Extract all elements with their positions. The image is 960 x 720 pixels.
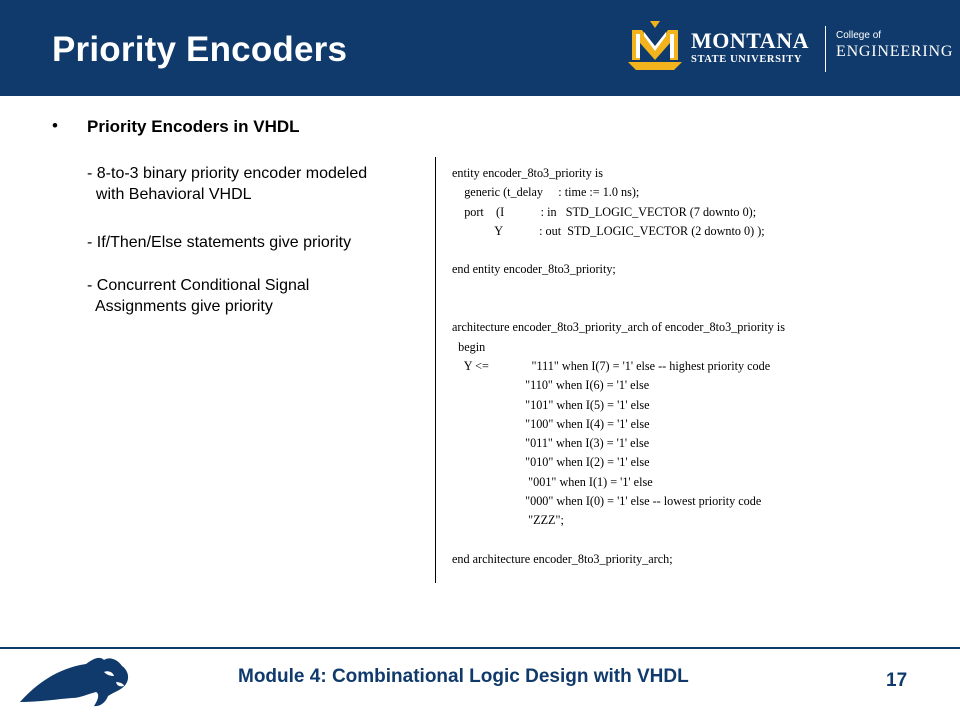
sub-item-if-then-else: - If/Then/Else statements give priority bbox=[87, 234, 352, 251]
logo-university-sub: STATE UNIVERSITY bbox=[691, 54, 803, 65]
logo-university-name: MONTANA bbox=[691, 28, 809, 53]
sub-item-conditional: - Concurrent Conditional Signal Assignments give priority bbox=[87, 277, 310, 315]
page-number: 17 bbox=[886, 670, 908, 691]
slide-title: Priority Encoders bbox=[52, 30, 348, 69]
bullet-heading: Priority Encoders in VHDL bbox=[87, 117, 300, 136]
bullet-marker: • bbox=[52, 116, 58, 135]
logo-college-label: College of bbox=[836, 30, 882, 41]
sub-item-behavioral: - 8-to-3 binary priority encoder modeled with Behavioral VHDL bbox=[87, 165, 368, 203]
column-divider bbox=[435, 157, 436, 583]
footer-module-title: Module 4: Combinational Logic Design with VHDL bbox=[238, 666, 689, 687]
vhdl-code-block: entity encoder_8to3_priority is generic (t_delay : time := 1.0 ns); port (I : in STD_LOGIC_VECTOR (7 downto 0); Y : out STD_LOGIC_VECTOR (2 downto 0) ); end entity encoder_8to3_priority; architecture encoder_8to3_priority_arch of encoder_8to3_priority is begin Y <= "111" when I(7) = '1' else -- highest priority code "110" when I(6) = '1' else "101" when I(5) = '1' else "100" when I(4) = '1' else "011" when I(3) = '1' else "010" when I(2) = '1' else "001" when I(1) = '1' else "000" when I(0) = '1' else -- lowest priority code "ZZZ"; end architecture encoder_8to3_priority_arch; bbox=[452, 166, 786, 566]
logo-divider bbox=[825, 26, 826, 72]
msu-m-icon bbox=[624, 18, 686, 76]
university-logo bbox=[624, 18, 954, 78]
logo-college-name: ENGINEERING bbox=[836, 43, 954, 60]
footer-rule bbox=[0, 647, 960, 649]
bobcat-icon bbox=[18, 652, 133, 710]
header-bar bbox=[0, 0, 960, 96]
